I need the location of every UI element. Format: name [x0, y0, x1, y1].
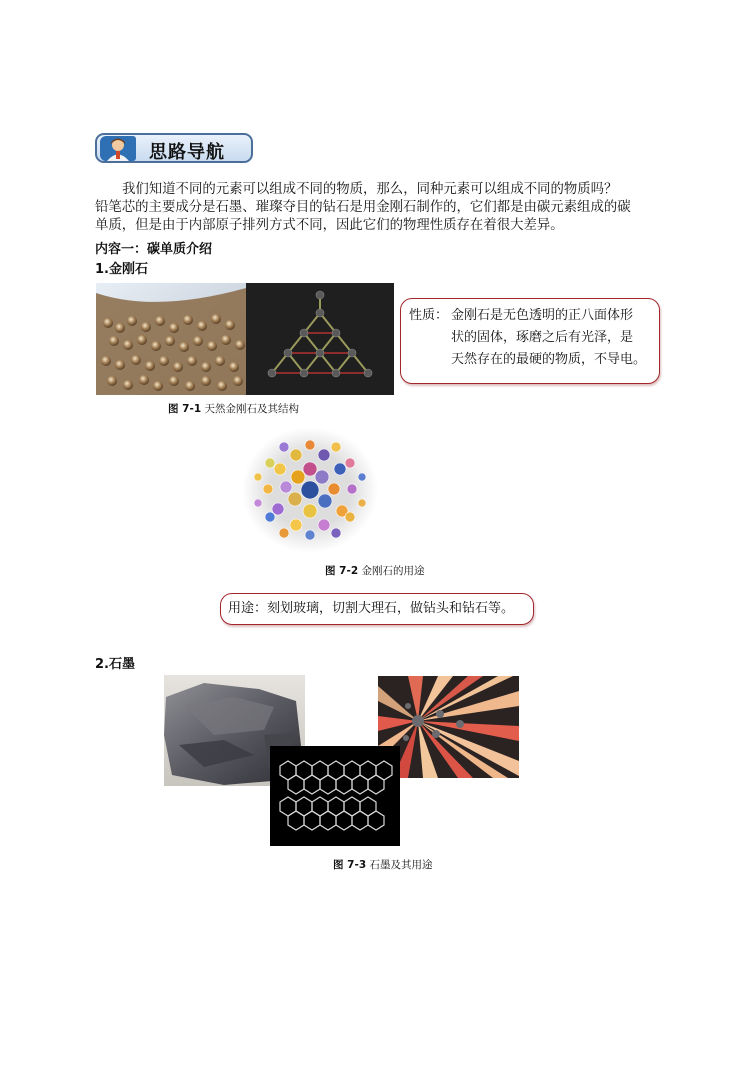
diamond-uses-callout	[220, 593, 534, 625]
intro-line-3: 单质，但是由于内部原子排列方式不同，因此它们的物理性质存在着很大差异。	[95, 218, 564, 233]
figure-7-1-number: 图 7-1	[168, 403, 202, 415]
rough-diamonds-photo	[96, 283, 246, 395]
properties-line-1: 金刚石是无色透明的正八面体形	[451, 308, 634, 323]
figure-7-1-text: 天然金刚石及其结构	[204, 403, 299, 415]
diamond-properties-callout	[400, 298, 660, 384]
diamond-gems-photo	[240, 425, 380, 555]
properties-line-3: 天然存在的最硬的物质，不导电。	[451, 352, 647, 367]
teacher-avatar-icon	[100, 136, 136, 161]
figure-7-3-caption	[333, 857, 432, 872]
figure-7-1-caption	[168, 401, 299, 416]
properties-line-2: 状的固体，琢磨之后有光泽，是	[451, 330, 634, 345]
section-title: 内容一：碳单质介绍	[95, 242, 213, 257]
diamond-uses-text: 用途：刻划玻璃，切割大理石，做钻头和钻石等。	[228, 601, 515, 616]
graphite-heading: 2.石墨	[95, 657, 135, 672]
properties-label: 性质：	[409, 308, 449, 323]
figure-7-3-number: 图 7-3	[333, 859, 367, 871]
diamond-structure-image	[246, 283, 394, 395]
diamond-heading: 1.金刚石	[95, 262, 148, 277]
figure-7-2-caption	[325, 563, 424, 578]
intro-line-2: 铅笔芯的主要成分是石墨、璀璨夺目的钻石是用金刚石制作的，它们都是由碳元素组成的碳	[95, 200, 631, 215]
section-badge	[95, 133, 253, 163]
graphite-structure-image	[270, 746, 400, 846]
badge-title: 思路导航	[149, 142, 225, 163]
figure-7-2-number: 图 7-2	[325, 565, 359, 577]
intro-line-1: 我们知道不同的元素可以组成不同的物质，那么，同种元素可以组成不同的物质吗？	[122, 182, 618, 197]
figure-7-3-text: 石墨及其用途	[369, 859, 433, 871]
figure-7-2-text: 金刚石的用途	[361, 565, 425, 577]
